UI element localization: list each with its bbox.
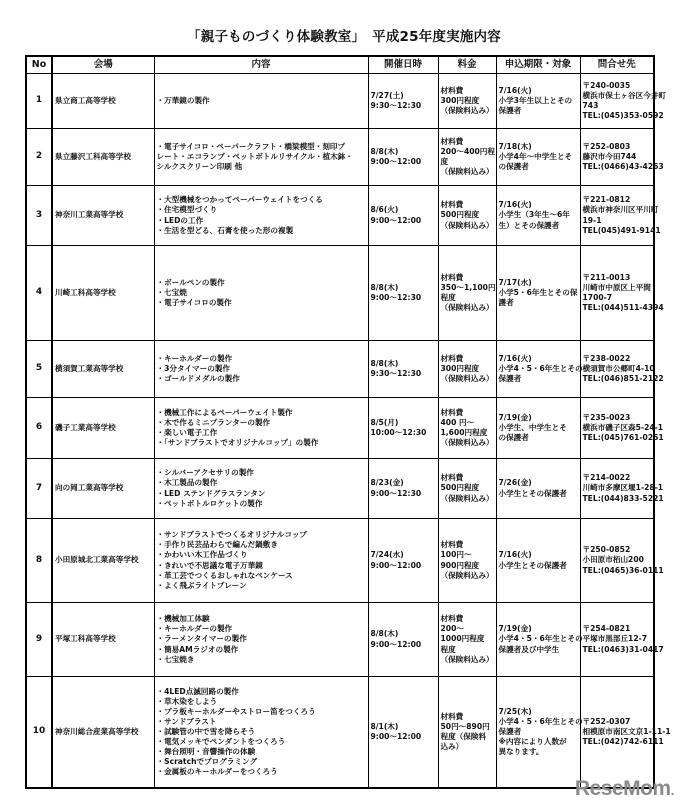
fee-cell-line: 材料費 [440,272,464,282]
deadline-target-cell-line: の保護者 [498,162,529,171]
document-title: 「親子ものづくり体験教室」 平成25年度実施内容 [187,29,501,45]
content-cell-line: ・七宝焼 [156,287,187,297]
fee-cell-line: 350～1,100円 [440,282,496,292]
header-datetime: 開催日時 [368,56,438,74]
contact-cell-line: 小田原市栢山200 [582,555,644,565]
content-cell-line: ・手作り民芸品わらで編んだ鍋敷き [156,540,278,550]
datetime-cell-line: 9:00～12:30 [370,293,422,302]
fee-cell [438,186,496,246]
deadline-target-cell-line: 7/17(水) [498,277,532,287]
row-number: 7 [26,459,52,519]
deadline-target-cell-line: 7/26(金) [498,478,532,488]
fee-cell-line: 200～ [440,624,464,634]
venue-cell: 川崎工科高等学校 [52,246,154,341]
venue-cell: 横須賀工業高等学校 [52,341,154,398]
content-cell-line: ・簡易AMラジオの製作 [156,644,239,654]
contact-cell-line: 〒240-0035 [582,80,631,90]
deadline-target-cell-line: 護者 [498,298,514,307]
contact-cell [580,186,661,246]
row-number: 9 [26,603,52,677]
deadline-target-cell-line: 7/19(金) [498,412,532,422]
deadline-target-cell-line: 7/16(火) [498,550,532,560]
datetime-cell [368,398,438,459]
datetime-cell-line: 8/23(金) [370,478,404,488]
datetime-cell-line: 10:00～12:30 [370,428,427,437]
content-cell-line: ・LEDの工作 [156,215,204,225]
fee-cell [438,459,496,519]
content-cell-line: ・シルバーアクセサリの製作 [156,468,254,478]
fee-cell-line: 400 円～ [440,417,475,427]
venue-cell: 神奈川工業高等学校 [52,186,154,246]
fee-cell-line: 材料費 [440,353,464,363]
fee-cell-line: （保険料込み） [440,220,494,230]
content-cell-line: ・サンドブラストでつくるオリジナルコップ [156,530,308,540]
row-number: 8 [26,519,52,603]
table-row [26,677,654,788]
fee-cell [438,74,496,129]
datetime-cell [368,519,438,603]
resemom-logo: ReseMom. [574,777,674,800]
content-cell-line: ・舞台照明・音響操作の体験 [156,746,256,756]
contact-cell-line: TEL:(0463)31-0417 [582,644,664,654]
row-number: 1 [26,74,52,129]
deadline-target-cell [496,341,583,398]
contact-cell-line: 19-1 [582,215,602,225]
contact-cell [580,459,664,519]
contact-cell-line: 〒252-0803 [582,141,631,151]
fee-cell-line: 50円～890円 [440,721,490,731]
deadline-target-cell [496,246,580,341]
deadline-target-cell [496,459,580,519]
contact-cell-line: 〒221-0812 [582,195,631,205]
datetime-cell [368,341,438,398]
deadline-target-cell-line: 保護者 [498,374,522,383]
fee-cell-line: （保険料込み） [440,493,494,503]
header-no: No [26,56,52,74]
fee-cell-line: （保険料込み） [440,438,494,448]
fee-cell-line: 材料費 [440,407,464,417]
fee-cell-line: 材料費 [440,614,464,624]
content-cell-line: ・電気メッキでペンダントをつくろう [156,736,286,746]
table-row [26,341,654,398]
content-cell-line: ・機械加工体験 [156,614,210,624]
content-cell-line: ・「サンドブラストでオリジナルコップ」の製作 [156,438,319,448]
contact-cell-line: TEL:(0465)36-0111 [582,565,664,575]
fee-cell [438,603,496,677]
datetime-cell-line: 9:00～12:30 [370,488,422,498]
fee-cell-line: 程度（保険料 [440,731,487,741]
deadline-target-cell-line: 小学3年生以上とその [498,95,573,105]
contact-cell-line: TEL:(044)511-4394 [582,303,664,313]
header-fee: 料金 [438,56,496,74]
fee-cell-line: 200～400円程 [440,146,495,156]
fee-cell-line: 材料費 [440,136,464,146]
contact-cell-line: 〒214-0022 [582,473,631,483]
deadline-target-cell-line: 保護者 [498,726,522,736]
contact-cell-line: TEL:(042)742-6111 [582,736,664,746]
contact-cell-line: 743 [582,101,599,110]
fee-cell-line: 度 [440,157,449,166]
content-cell-line: ・4LED点滅回路の製作 [156,686,239,696]
content-cell-line: ・かわいい木工作品づくり [156,550,248,560]
contact-cell-line: 横須賀市公郷町4-10 [582,363,655,373]
fee-cell-line: 500円程度 [440,483,480,493]
contact-cell-line: 平塚市黒部丘12-7 [582,634,648,644]
row-number: 6 [26,398,52,459]
datetime-cell-line: 8/6(火) [370,205,399,215]
deadline-target-cell-line: 7/19(金) [498,624,532,634]
content-cell-line: ・生活を型どる、石膏を使った形の複製 [156,225,294,235]
venue-cell: 平塚工科高等学校 [52,603,154,677]
venue-cell: 小田原城北工業高等学校 [52,519,154,603]
content-cell-line: ・草木染をしよう [156,696,218,706]
contact-cell [580,74,667,129]
fee-cell-line: 500円程度 [440,210,480,220]
fee-cell-line: 100円～ [440,550,472,560]
content-cell-line: シルクスクリーン印刷 他 [156,162,243,171]
content-cell [154,129,368,186]
content-cell-line: ・サンドブラスト [156,716,217,726]
contact-cell-line: 相模原市南区文京1-11-1 [582,726,671,736]
fee-cell [438,398,496,459]
content-cell [154,603,368,677]
datetime-cell [368,129,438,186]
table-row [26,459,654,519]
fee-cell-line: （保険料込み） [440,167,494,177]
table-row [26,603,654,677]
content-cell-line: ・住宅模型づくり [156,205,218,215]
contact-cell-line: 横浜市保土ヶ谷区今井町 [582,90,667,100]
table-row [26,519,654,603]
deadline-target-cell-line: 小学4・5・6年生とその [498,363,583,373]
deadline-target-cell-line: 小学生とその保護者 [498,560,567,570]
deadline-target-cell-line: 7/25(木) [498,706,532,716]
content-cell [154,398,368,459]
deadline-target-cell-line: 小学生（3年生～6年 [498,210,570,220]
deadline-target-cell-line: 異なります。 [498,746,544,756]
deadline-target-cell [496,519,580,603]
content-cell-line: ・ラーメンタイマーの製作 [156,634,247,644]
fee-cell-line: 1,600円程度 [440,428,488,437]
content-cell-line: ・七宝焼き [156,654,195,664]
content-cell-line: ・木工製品の製作 [156,478,218,488]
content-cell [154,246,368,341]
content-cell [154,186,368,246]
contact-cell [580,603,664,677]
deadline-target-cell [496,186,580,246]
deadline-target-cell [496,129,580,186]
datetime-cell [368,603,438,677]
content-cell-line: ・Scratchでプログラミング [156,756,258,766]
fee-cell-line: 900円程度 [440,560,480,570]
content-cell-line: ・木で作るミニプランターの製作 [156,417,271,427]
table-row [26,398,654,459]
fee-cell [438,246,496,341]
table-row [26,186,654,246]
row-number: 4 [26,246,52,341]
fee-cell-line: （保険料込み） [440,374,494,383]
contact-cell-line: 〒254-0821 [582,624,631,634]
venue-cell: 神奈川総合産業高等学校 [52,677,154,788]
datetime-cell [368,74,438,129]
datetime-cell-line: 8/8(木) [370,629,399,639]
content-cell-line: ・ゴールドメダルの製作 [156,374,240,383]
datetime-cell-line: 8/8(木) [370,146,399,156]
contact-cell-line: TEL:(045)761-0251 [582,433,664,442]
content-cell-line: ・万華鏡の製作 [156,95,210,105]
datetime-cell-line: 9:30～12:30 [370,101,422,110]
datetime-cell-line: 8/5(月) [370,417,399,427]
datetime-cell-line: 9:00～12:00 [370,560,422,570]
datetime-cell-line: 9:00～12:00 [370,731,422,741]
deadline-target-cell-line: 生）とその保護者 [498,220,560,230]
datetime-cell-line: 8/1(木) [370,721,399,731]
content-cell [154,74,368,129]
table-body [26,74,671,788]
fee-cell-line: 300円程度 [440,95,480,105]
content-cell-line: ・試験管の中で雪を降らそう [156,726,256,736]
fee-cell [438,341,496,398]
row-number: 3 [26,186,52,246]
fee-cell-line: （保険料込み） [440,654,494,664]
datetime-cell-line: 9:00～12:00 [370,157,422,166]
contact-cell-line: 1700-7 [582,293,613,302]
table-row [26,129,654,186]
content-cell-line: ・ボールペンの製作 [156,277,225,287]
header-content: 内容 [154,56,368,74]
deadline-target-cell-line: 小学5・6年生とその保 [498,287,578,297]
deadline-target-cell-line: 小学生、中学生とそ [498,422,567,432]
content-cell-line: ・キーホルダーの製作 [156,353,233,363]
content-cell-line: ・LED ステンドグラスランタン [156,488,266,498]
header-contact: 問合せ先 [580,56,654,74]
deadline-target-cell [496,677,583,788]
content-cell-line: ・3分タイマーの製作 [156,363,230,373]
content-cell-line: ・よく飛ぶライトプレーン [156,580,247,590]
table-row [26,246,654,341]
deadline-target-cell-line: 7/16(火) [498,85,532,95]
deadline-target-cell-line: 保護者 [498,106,522,115]
contact-cell-line: 〒238-0022 [582,353,631,363]
deadline-target-cell-line: 小学生とその保護者 [498,488,567,498]
content-cell [154,519,368,603]
table-header-row [26,56,654,74]
row-number: 10 [26,677,52,788]
fee-cell-line: 込み） [440,741,464,751]
datetime-cell [368,246,438,341]
fee-cell-line: 1000円程度 [440,634,485,644]
datetime-cell-line: 7/24(水) [370,550,404,560]
datetime-cell-line: 9:00～12:00 [370,215,422,225]
content-cell-line: ・革工芸でつくるおしゃれなペンケース [156,570,293,580]
datetime-cell-line: 8/8(木) [370,282,399,292]
venue-cell: 県立商工高等学校 [52,74,154,129]
header-deadline-target: 申込期限・対象 [496,56,580,74]
contact-cell-line: 川崎市中原区上平間 [582,282,651,292]
content-cell-line: ・ペットボトルロケットの製作 [156,498,263,508]
content-cell-line: ・きれいで不思議な電子万華鏡 [156,560,263,570]
content-cell-line: ・キーホルダーの製作 [156,624,233,634]
contact-cell-line: 藤沢市今田744 [582,151,637,161]
deadline-target-cell [496,603,583,677]
contact-cell-line: TEL:(0466)43-4263 [582,162,664,171]
content-cell-line: ・電子サイコロ・ペーパークラフト・橋梁模型・刻印プ [156,141,346,151]
deadline-target-cell-line: 7/16(火) [498,200,532,210]
fee-cell-line: 材料費 [440,85,464,95]
content-cell-line: レート・エコランプ・ペットボトルリサイクル・植木鉢・ [156,151,353,161]
contact-cell-line: TEL:(044)833-5221 [582,493,664,503]
fee-cell-line: 材料費 [440,200,464,210]
contact-cell-line: 〒252-0307 [582,716,631,726]
fee-cell-line: （保険料込み） [440,303,494,313]
row-number: 2 [26,129,52,186]
fee-cell [438,129,496,186]
content-cell-line: ・大型機械をつかってペーパーウェイトをつくる [156,195,323,205]
contact-cell-line: 〒235-0023 [582,412,631,422]
datetime-cell-line: 9:00～12:00 [370,639,422,649]
contact-cell-line: TEL(045)491-9141 [582,225,661,235]
fee-cell-line: 300円程度 [440,363,480,373]
content-cell-line: ・電子サイコロの製作 [156,298,232,307]
content-cell [154,341,368,398]
fee-cell [438,519,496,603]
contact-cell [580,519,664,603]
content-cell [154,459,368,519]
contact-cell [580,341,664,398]
contact-cell-line: TEL:(045)353-0592 [582,111,664,121]
deadline-target-cell-line: ※内容により人数が [498,736,567,746]
venue-cell: 県立藤沢工科高等学校 [52,129,154,186]
datetime-cell-line: 8/8(木) [370,358,399,368]
contact-cell [580,677,671,788]
fee-cell [438,677,496,788]
deadline-target-cell-line: 小学4年～中学生とそ [498,151,573,161]
venue-cell: 向の岡工業高等学校 [52,459,154,519]
content-cell-line: ・楽しい電子工作 [156,428,218,437]
fee-cell-line: （保険料込み） [440,570,494,580]
datetime-cell [368,186,438,246]
contact-cell-line: TEL:(046)851-2122 [582,374,664,383]
header-venue: 会場 [52,56,154,74]
deadline-target-cell-line: 7/18(木) [498,141,532,151]
fee-cell-line: 材料費 [440,540,464,550]
contact-cell [580,398,664,459]
deadline-target-cell [496,398,580,459]
fee-cell-line: 材料費 [440,711,464,721]
fee-cell-line: 程度 [440,293,456,302]
content-cell-line: ・機械工作によるペーパーウェイト製作 [156,407,293,417]
contact-cell [580,129,664,186]
table-row [26,74,654,129]
contact-cell-line: 川崎市多摩区堰1-28-1 [582,483,664,493]
fee-cell-line: 程度 [440,644,456,654]
deadline-target-cell-line: の保護者 [498,433,529,442]
fee-cell-line: 材料費 [440,473,464,483]
row-number: 5 [26,341,52,398]
contact-cell-line: 〒211-0013 [582,272,631,282]
fee-cell-line: （保険料込み） [440,106,494,115]
contact-cell [580,246,664,341]
datetime-cell-line: 9:30～12:30 [370,369,422,378]
content-cell-line: ・金属板のキーホルダーをつくろう [156,766,278,776]
content-cell [154,677,368,788]
deadline-target-cell [496,74,580,129]
contact-cell-line: 〒250-0852 [582,545,631,555]
datetime-cell [368,459,438,519]
contact-cell-line: 横浜市磯子区森5-24-1 [582,422,664,432]
deadline-target-cell-line: 小学4・5・6年生とその [498,634,583,644]
datetime-cell-line: 7/27(土) [370,90,404,100]
deadline-target-cell-line: 保護者及び中学生 [498,644,560,654]
contact-cell-line: 横浜市神奈川区平川町 [582,205,659,215]
venue-cell: 磯子工業高等学校 [52,398,154,459]
deadline-target-cell-line: 7/16(火) [498,353,532,363]
deadline-target-cell-line: 小学4・5・6年生とその [498,716,583,726]
datetime-cell [368,677,438,788]
content-cell-line: ・プラ板キーホルダーやストロー笛をつくろう [156,706,316,716]
